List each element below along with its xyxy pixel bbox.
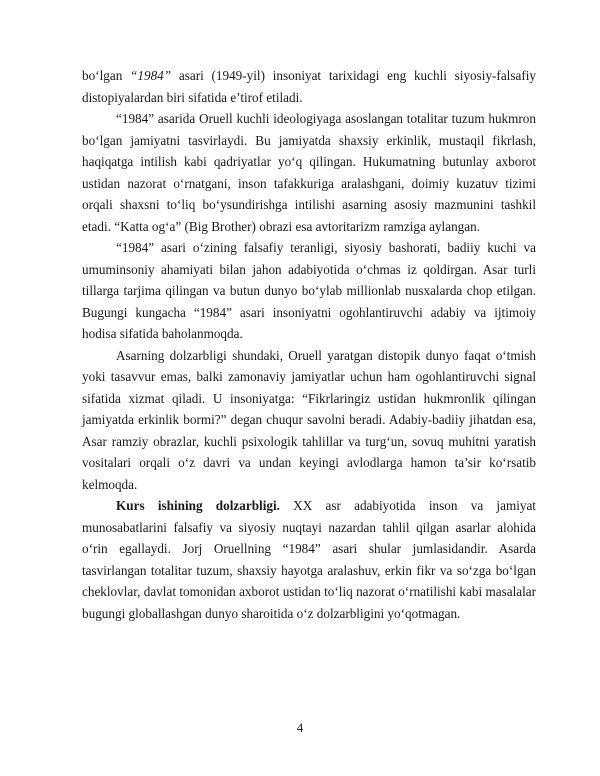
paragraph-relevance: Asarning dolzarbligi shundaki, Oruell yaratgan distopik dunyo faqat o‘tmish yoki tasavvur emas, balki zamonaviy jamiyatlar uchun ham ogohlantiruvchi signal sifatida xizmat qiladi. U insoniyatga: “Fikrlaringiz ustidan hukmronlik qilingan jamiyatda erkinlik bormi?” degan chuqur savolni beradi. Adabiy-badiiy jihatdan esa, Asar ramziy obrazlar, kuchli psixologik tahlillar va turg‘un, sovuq muhitni yaratish vositalari orqali o‘z davri va undan keyingi avlodlarga hamon ta’sir ko‘rsatib kelmoqda.	[82, 347, 536, 492]
page-number: 4	[296, 720, 304, 735]
section-heading-inline: Kurs ishining dolzarbligi.	[116, 498, 280, 513]
paragraph-course-relevance-body: XX asr adabiyotida inson va jamiyat munosabatlarini falsafiy va siyosiy nuqtayi nazardan tahlil qilgan asarlar alohida o‘rin egallaydi. Jorj Oruellning “1984” asari shular jumlasidandir. Asarda tasvirlangan totalitar tuzum, shaxsiy hayotga aralashuv, erkin fikr va so‘zga bo‘lgan cheklovlar, davlat tomonidan axborot ustidan to‘liq nazorat o‘rnatilishi kabi masalalar bugungi globallashgan dunyo sharoitida o‘z dolzarbligini yo‘qotmagan.	[82, 498, 536, 621]
paragraph-intro-end: asari (1949-yil) insoniyat tarixidagi eng kuchli siyosiy-falsafiy distopiyalardan biri sifatida e’tirof etiladi.	[82, 68, 536, 105]
paragraph-world-literature: “1984” asari o‘zining falsafiy teranligi, siyosiy bashorati, badiiy kuchi va umuminsoniy ahamiyati bilan jahon adabiyotida o‘chmas iz qoldirgan. Asar turli tillarga tarjima qilingan va butun dunyo bo‘ylab millionlab nusxalarda chop etilgan. Bugungi kungacha “1984” asari insoniyatni ogohlantiruvchi adabiy va ijtimoiy hodisa sifatida baholanmoqda.	[82, 240, 536, 341]
book-title-italic: “1984”	[130, 68, 172, 83]
document-page	[82, 65, 536, 624]
paragraph-intro-start: bo‘lgan	[82, 68, 131, 83]
paragraph-totalitarian-society: “1984” asarida Oruell kuchli ideologiyaga asoslangan totalitar tuzum hukmron bo‘lgan jamiyatni tasvirlaydi. Bu jamiyatda shaxsiy erkinlik, mustaqil fikrlash, haqiqatga intilish kabi qadriyatlar yo‘q qilingan. Hukumatning butunlay axborot ustidan nazorat o‘rnatgani, inson tafakkuriga aralashgani, doimiy kuzatuv tizimi orqali shaxsni to‘liq bo‘ysundirishga intilishi asarning asosiy mazmunini tashkil etadi. “Katta og‘a” (Big Brother) obrazi esa avtoritarizm ramziga aylangan.	[82, 111, 536, 234]
paragraph-intro-continuation	[82, 65, 536, 108]
paragraph-course-relevance	[82, 495, 536, 624]
